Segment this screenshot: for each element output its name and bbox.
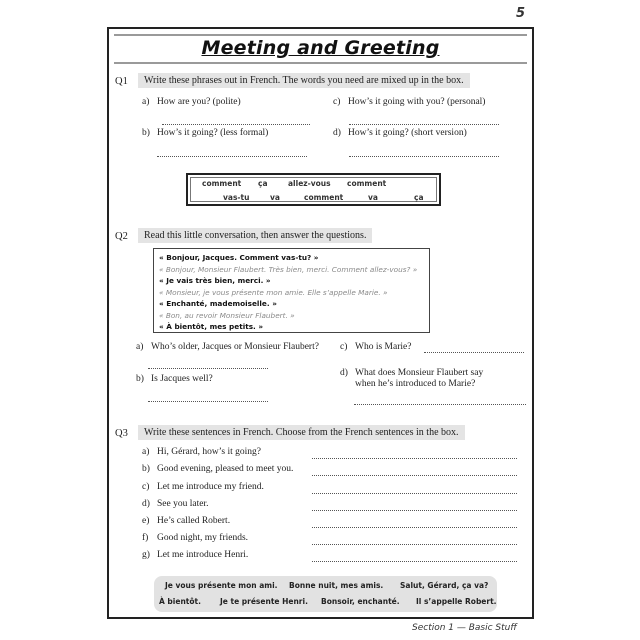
- item-label: g): [142, 550, 150, 560]
- q3-choices-box: [154, 576, 497, 612]
- q3-instruction: Write these sentences in French. Choose from the French sentences in the box.: [138, 425, 465, 440]
- q3-item-b: [142, 464, 293, 474]
- item-label: b): [136, 374, 144, 384]
- q1-item-b: [142, 128, 268, 138]
- q3-number: Q3: [115, 428, 128, 439]
- item-text: See you later.: [157, 499, 209, 509]
- item-text: Let me introduce Henri.: [157, 550, 249, 560]
- q3-answer-c[interactable]: [312, 493, 517, 494]
- item-text: Hi, Gérard, how’s it going?: [157, 447, 261, 457]
- title-rule-bottom: [114, 62, 527, 64]
- item-text: How’s it going? (less formal): [157, 128, 269, 138]
- item-text: How are you? (polite): [157, 97, 241, 107]
- word-tile: ça: [258, 179, 268, 188]
- conversation-box: [153, 248, 430, 333]
- choice-sentence: Il s’appelle Robert.: [416, 597, 497, 606]
- q1-answer-d[interactable]: [349, 156, 499, 157]
- dialogue-line: « Monsieur, je vous présente mon amie. Elle s’appelle Marie. »: [159, 287, 388, 297]
- page-number: 5: [516, 6, 526, 21]
- q1-answer-a[interactable]: [162, 124, 310, 125]
- choice-sentence: Bonne nuit, mes amis.: [289, 581, 384, 590]
- choice-sentence: Je vous présente mon ami.: [165, 581, 278, 590]
- q1-item-d: [333, 128, 467, 138]
- word-tile: comment: [347, 179, 387, 188]
- item-label: a): [142, 447, 150, 457]
- q2-question-d-line2: when he’s introduced to Marie?: [355, 379, 476, 389]
- item-label: b): [142, 464, 150, 474]
- item-label: c): [340, 342, 348, 352]
- item-label: a): [142, 97, 150, 107]
- item-text: Let me introduce my friend.: [157, 482, 264, 492]
- dialogue-line: « Bonjour, Monsieur Flaubert. Très bien, merci. Comment allez-vous? »: [159, 264, 418, 274]
- q1-item-a: [142, 97, 241, 107]
- title-rule-top: [114, 34, 527, 36]
- dialogue-line: « Enchanté, mademoiselle. »: [159, 299, 277, 308]
- q2-number: Q2: [115, 231, 128, 242]
- choice-sentence: Je te présente Henri.: [220, 597, 308, 606]
- q1-item-c: [333, 97, 485, 107]
- dialogue-line: « Bon, au revoir Monsieur Flaubert. »: [159, 310, 295, 320]
- item-text: What does Monsieur Flaubert say: [355, 368, 484, 378]
- item-text: Who’s older, Jacques or Monsieur Flaubert?: [151, 342, 319, 352]
- item-label: e): [142, 516, 150, 526]
- q2-question-a: [136, 342, 319, 352]
- q3-item-f: [142, 533, 248, 543]
- q2-instruction: Read this little conversation, then answer the questions.: [138, 228, 372, 243]
- q1-instruction: Write these phrases out in French. The words you need are mixed up in the box.: [138, 73, 470, 88]
- item-label: d): [142, 499, 150, 509]
- q2-answer-b[interactable]: [148, 401, 268, 402]
- item-label: c): [142, 482, 150, 492]
- q3-answer-g[interactable]: [312, 561, 517, 562]
- word-tile: vas-tu: [223, 193, 250, 202]
- q2-question-b: [136, 374, 213, 384]
- item-label: d): [340, 368, 348, 378]
- q3-answer-b[interactable]: [312, 475, 517, 476]
- q3-item-a: [142, 447, 261, 457]
- item-label: b): [142, 128, 150, 138]
- q2-question-c: [340, 342, 411, 352]
- word-tile: ça: [414, 193, 424, 202]
- q3-answer-a[interactable]: [312, 458, 517, 459]
- q3-item-d: [142, 499, 208, 509]
- word-tile: allez-vous: [288, 179, 331, 188]
- q2-answer-d[interactable]: [354, 404, 526, 405]
- q3-answer-f[interactable]: [312, 544, 517, 545]
- q3-item-e: [142, 516, 230, 526]
- word-tile: comment: [304, 193, 344, 202]
- word-tile: va: [270, 193, 280, 202]
- item-text: Good evening, pleased to meet you.: [157, 464, 294, 474]
- q2-question-d: [340, 368, 483, 378]
- q2-answer-a[interactable]: [148, 368, 268, 369]
- dialogue-line: « À bientôt, mes petits. »: [159, 322, 264, 331]
- q1-answer-b[interactable]: [157, 156, 307, 157]
- choice-sentence: À bientôt.: [159, 597, 201, 606]
- q1-answer-c[interactable]: [349, 124, 499, 125]
- q3-item-g: [142, 550, 248, 560]
- choice-sentence: Bonsoir, enchanté.: [321, 597, 400, 606]
- item-text: Who is Marie?: [355, 342, 412, 352]
- item-label: d): [333, 128, 341, 138]
- dialogue-line: « Bonjour, Jacques. Comment vas-tu? »: [159, 253, 319, 262]
- q1-word-box: [186, 173, 441, 206]
- dialogue-line: « Je vais très bien, merci. »: [159, 276, 271, 285]
- choice-sentence: Salut, Gérard, ça va?: [400, 581, 489, 590]
- item-text: Good night, my friends.: [157, 533, 249, 543]
- page-title: Meeting and Greeting: [201, 37, 440, 59]
- item-text: How’s it going? (short version): [348, 128, 467, 138]
- item-text: Is Jacques well?: [151, 374, 213, 384]
- word-tile: va: [368, 193, 378, 202]
- q3-answer-e[interactable]: [312, 527, 517, 528]
- q2-answer-c[interactable]: [424, 352, 524, 353]
- word-tile: comment: [202, 179, 242, 188]
- item-label: c): [333, 97, 341, 107]
- q1-number: Q1: [115, 76, 128, 87]
- item-label: a): [136, 342, 144, 352]
- section-footer: Section 1 — Basic Stuff: [412, 623, 517, 633]
- item-text: He’s called Robert.: [157, 516, 231, 526]
- q3-answer-d[interactable]: [312, 510, 517, 511]
- item-label: f): [142, 533, 149, 543]
- q3-item-c: [142, 482, 264, 492]
- item-text: How’s it going with you? (personal): [348, 97, 486, 107]
